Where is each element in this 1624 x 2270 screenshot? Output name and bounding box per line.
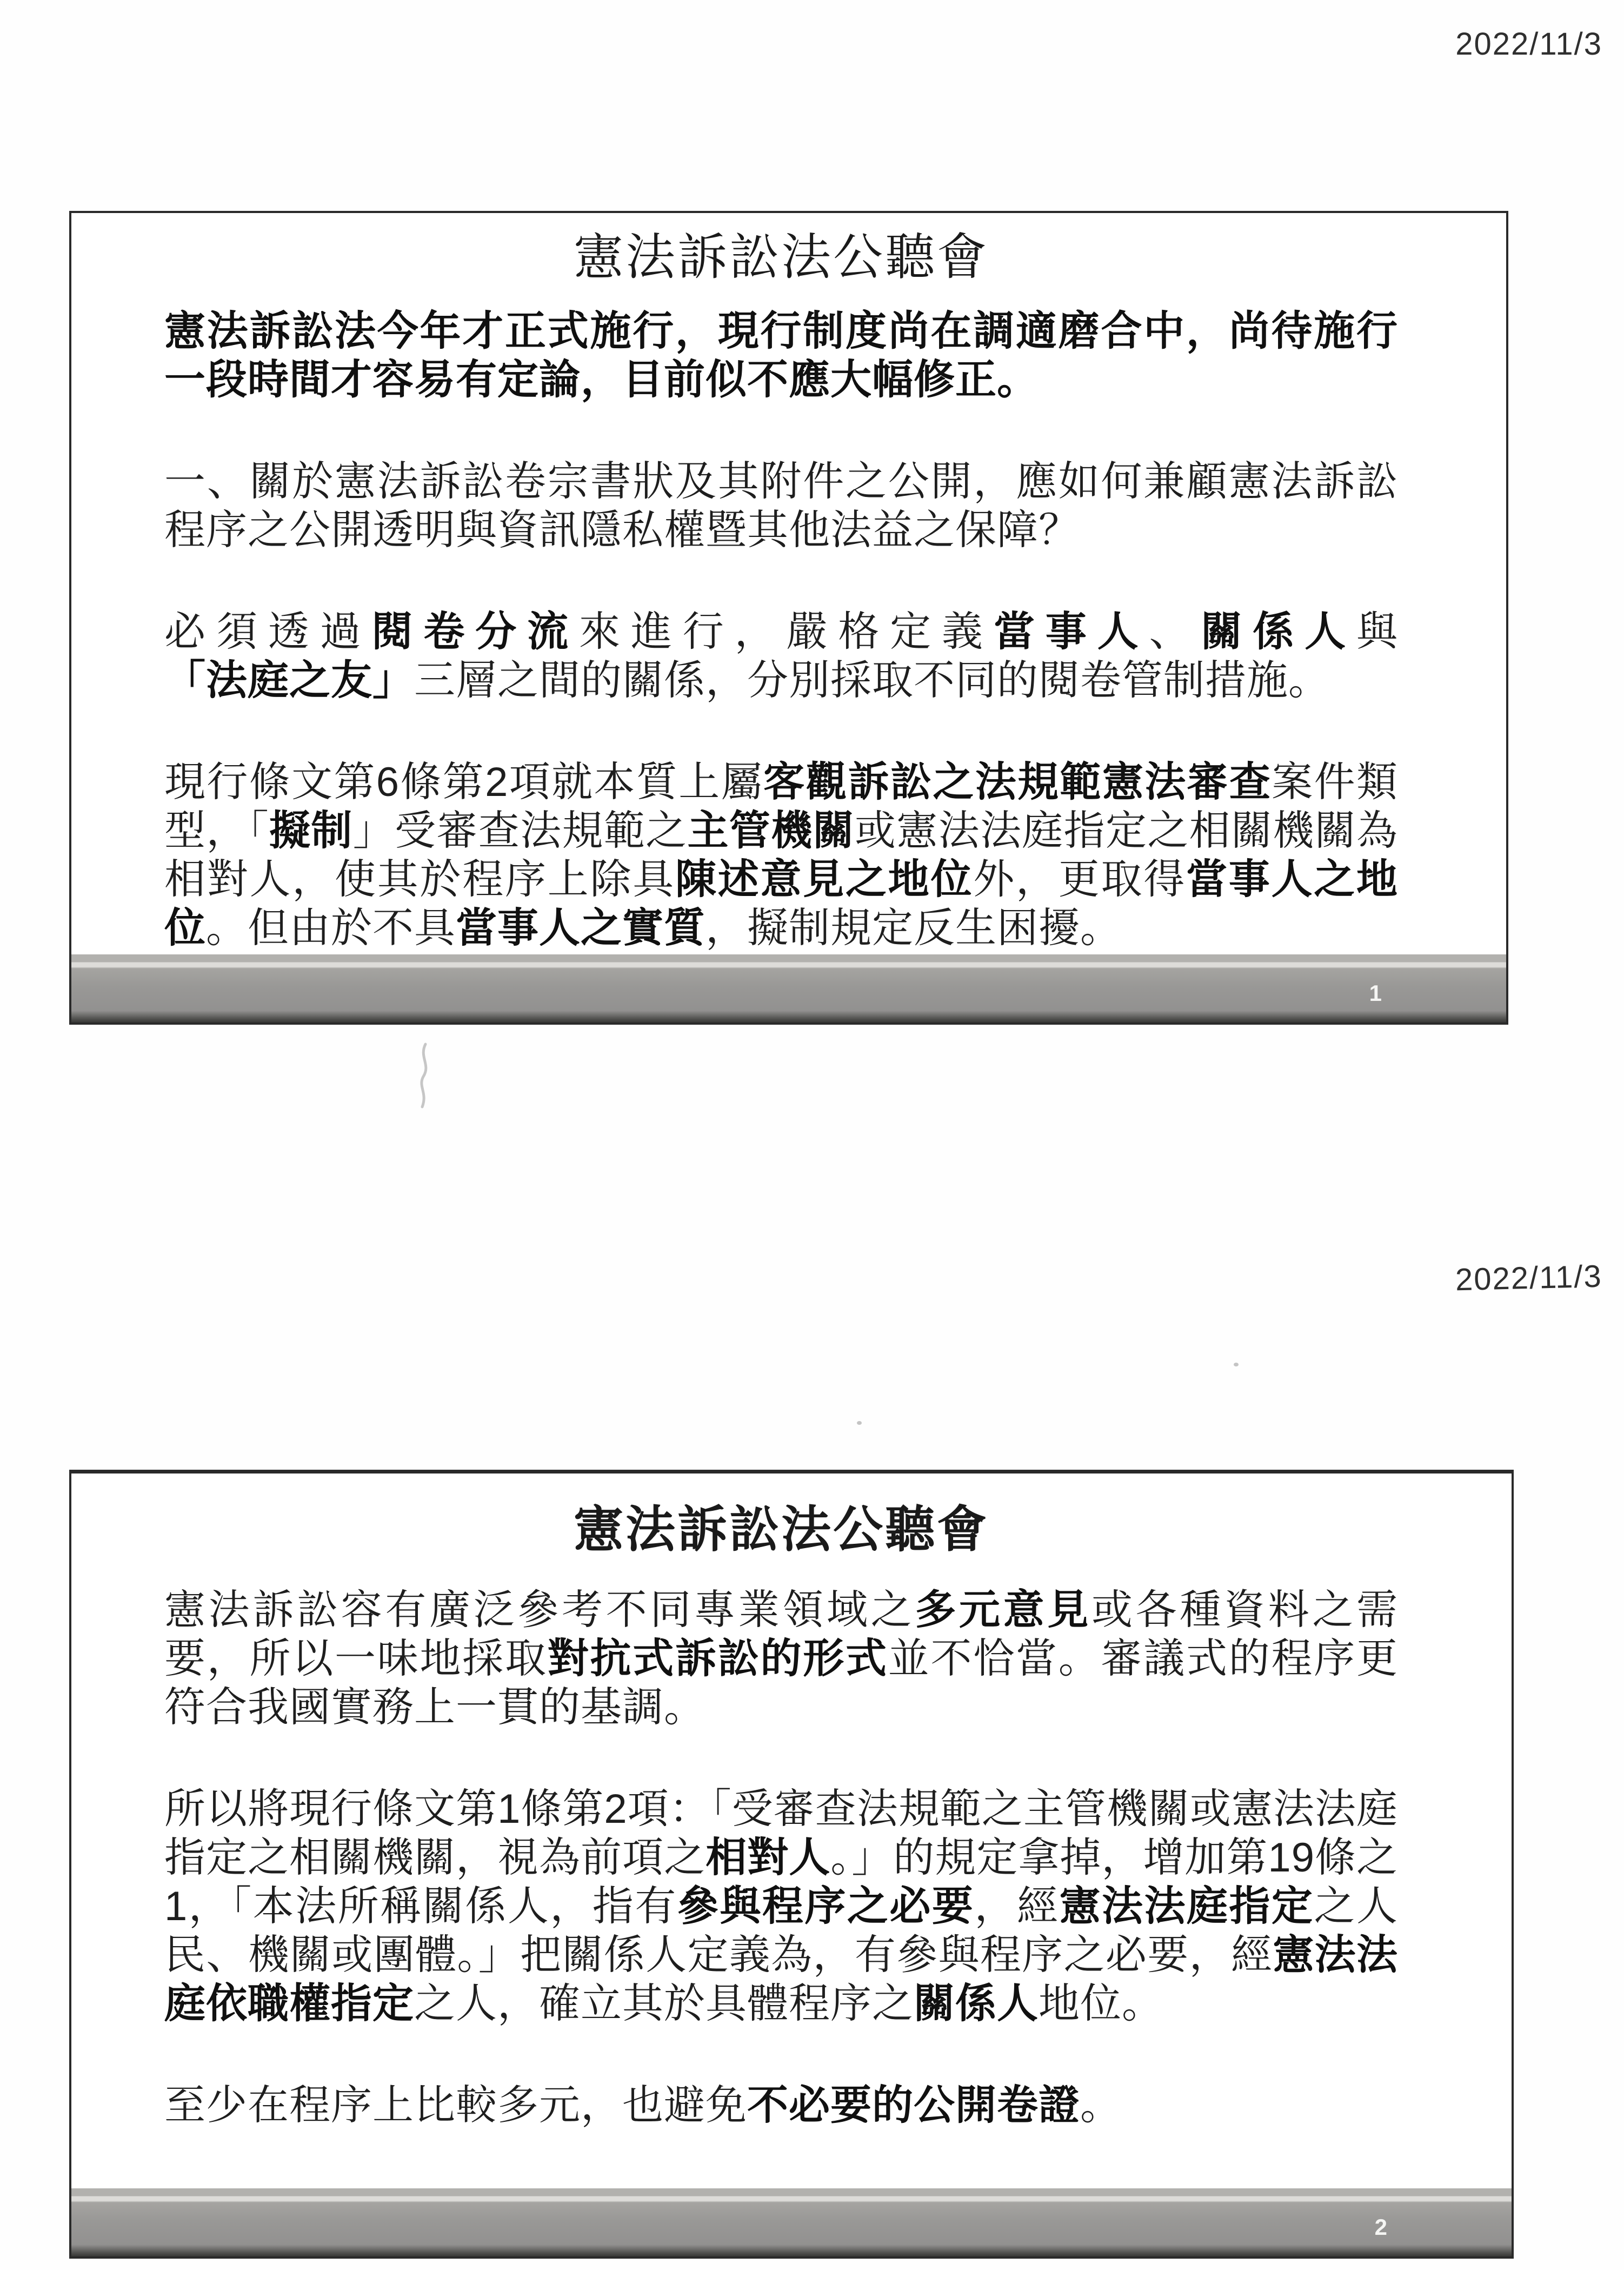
text-run: 之人，確立其於具體程序之 xyxy=(414,1981,914,2027)
text-run: ，擬制規定反生困擾。 xyxy=(705,905,1122,951)
scan-artifact-squiggle xyxy=(403,1041,446,1111)
bold-text-run: 客觀訴訟之法規範憲法審查 xyxy=(763,759,1272,805)
text-run: 一、關於憲法訴訟卷宗書狀及其附件之公開，應如何兼顧憲法訴訟程序之公開透明與資訊隱私權暨其他法益之保障？ xyxy=(164,459,1398,553)
slide-1-footer-bar xyxy=(71,954,1506,1023)
paragraph xyxy=(164,457,1398,555)
bold-text-run: 憲法法庭指定 xyxy=(1059,1883,1314,1929)
slide-2-footer-bar xyxy=(71,2188,1512,2256)
text-run: 並不恰當。審議式的程序更符合我國實務上一貫的基調。 xyxy=(164,1636,1398,1730)
slide-2-title: 憲法訴訟法公聽會 xyxy=(573,1502,989,1557)
paragraph xyxy=(164,1785,1398,2028)
paragraph xyxy=(164,307,1398,404)
bold-text-run: 多元意見 xyxy=(915,1587,1092,1633)
text-run: 案件類型，「 xyxy=(164,759,1399,854)
bold-text-run: 參與程序之必要 xyxy=(677,1883,975,1929)
text-run: 或各種資料之需要，所以一味地採取 xyxy=(164,1587,1399,1682)
slide-1-content xyxy=(71,213,1506,1023)
slide-1-title: 憲法訴訟法公聽會 xyxy=(573,230,989,285)
slide-1-paragraphs xyxy=(164,307,1398,953)
text-run: 、 xyxy=(1149,609,1201,655)
bold-text-run: 當事人之地位 xyxy=(164,857,1398,951)
text-run: 必須透過 xyxy=(164,609,372,655)
slide-2-content xyxy=(71,1473,1512,2256)
bold-text-run: 關係人 xyxy=(1201,609,1357,655)
text-run: 來進行，嚴格定義 xyxy=(578,609,994,655)
slide-1-page-number: 1 xyxy=(1369,980,1382,1006)
slide-2-page-number: 2 xyxy=(1374,2214,1387,2240)
text-run: 所以將現行條文第1條第2項：「受審查法規範之主管機關或憲法法庭指定之相關機關，視為前項之 xyxy=(164,1786,1398,1881)
bold-text-run: 不必要的公開卷證 xyxy=(747,2082,1080,2128)
bold-text-run: 「法庭之友」 xyxy=(164,658,414,703)
bold-text-run: 憲法訴訟法今年才正式施行，現行制度尚在調適磨合中，尚待施行一段時間才容易有定論，目前似不應大幅修正。 xyxy=(164,308,1398,403)
bold-text-run: 相對人 xyxy=(705,1835,831,1881)
bold-text-run: 擬制 xyxy=(269,808,353,854)
bold-text-run: 憲法法庭依職權指定 xyxy=(164,1932,1399,2027)
text-run: 憲法訴訟容有廣泛參考不同專業領域之 xyxy=(164,1587,915,1633)
bold-text-run: 閱卷分流 xyxy=(371,609,579,655)
text-run: 外，更取得 xyxy=(973,857,1186,902)
bold-text-run: 主管機關 xyxy=(687,808,855,854)
text-run: 與 xyxy=(1356,609,1399,655)
text-run: 。」的規定拿掉，增加第19條之1，「本法所稱關係人，指有 xyxy=(164,1835,1398,1929)
text-run: 三層之間的關係，分別採取不同的閱卷管制措施。 xyxy=(414,658,1330,703)
text-run: 」受審查法規範之 xyxy=(352,808,688,854)
bold-text-run: 對抗式訴訟的形式 xyxy=(547,1636,888,1682)
bold-text-run: 關係人 xyxy=(914,1981,1039,2027)
text-run: 。 xyxy=(1080,2082,1122,2128)
slide-2-paragraphs xyxy=(164,1586,1398,2130)
slide-2 xyxy=(69,1470,1514,2259)
paragraph xyxy=(164,2081,1398,2130)
scan-artifact-dot xyxy=(1234,1363,1239,1366)
text-run: 或憲法法庭指定之相關機關為相對人，使其於程序上除具 xyxy=(164,808,1399,902)
text-run: 地位。 xyxy=(1039,1981,1163,2027)
text-run: 。但由於不具 xyxy=(206,905,456,951)
text-run: 現行條文第6條第2項就本質上屬 xyxy=(164,759,763,805)
slide-1 xyxy=(69,211,1508,1025)
paragraph xyxy=(164,608,1398,705)
bold-text-run: 當事人 xyxy=(993,609,1149,655)
scan-artifact-dot xyxy=(857,1421,862,1425)
paragraph xyxy=(164,758,1398,953)
date-stamp-top: 2022/11/3 xyxy=(1455,26,1602,62)
bold-text-run: 陳述意見之地位 xyxy=(675,857,974,902)
text-run: 至少在程序上比較多元，也避免 xyxy=(164,2082,747,2128)
bold-text-run: 當事人之實質 xyxy=(456,905,705,951)
text-run: 之人民、機關或團體。」把關係人定義為，有參與程序之必要，經 xyxy=(164,1883,1399,1978)
date-stamp-middle: 2022/11/3 xyxy=(1455,1258,1603,1298)
text-run: ，經 xyxy=(974,1883,1060,1929)
paragraph xyxy=(164,1586,1398,1732)
